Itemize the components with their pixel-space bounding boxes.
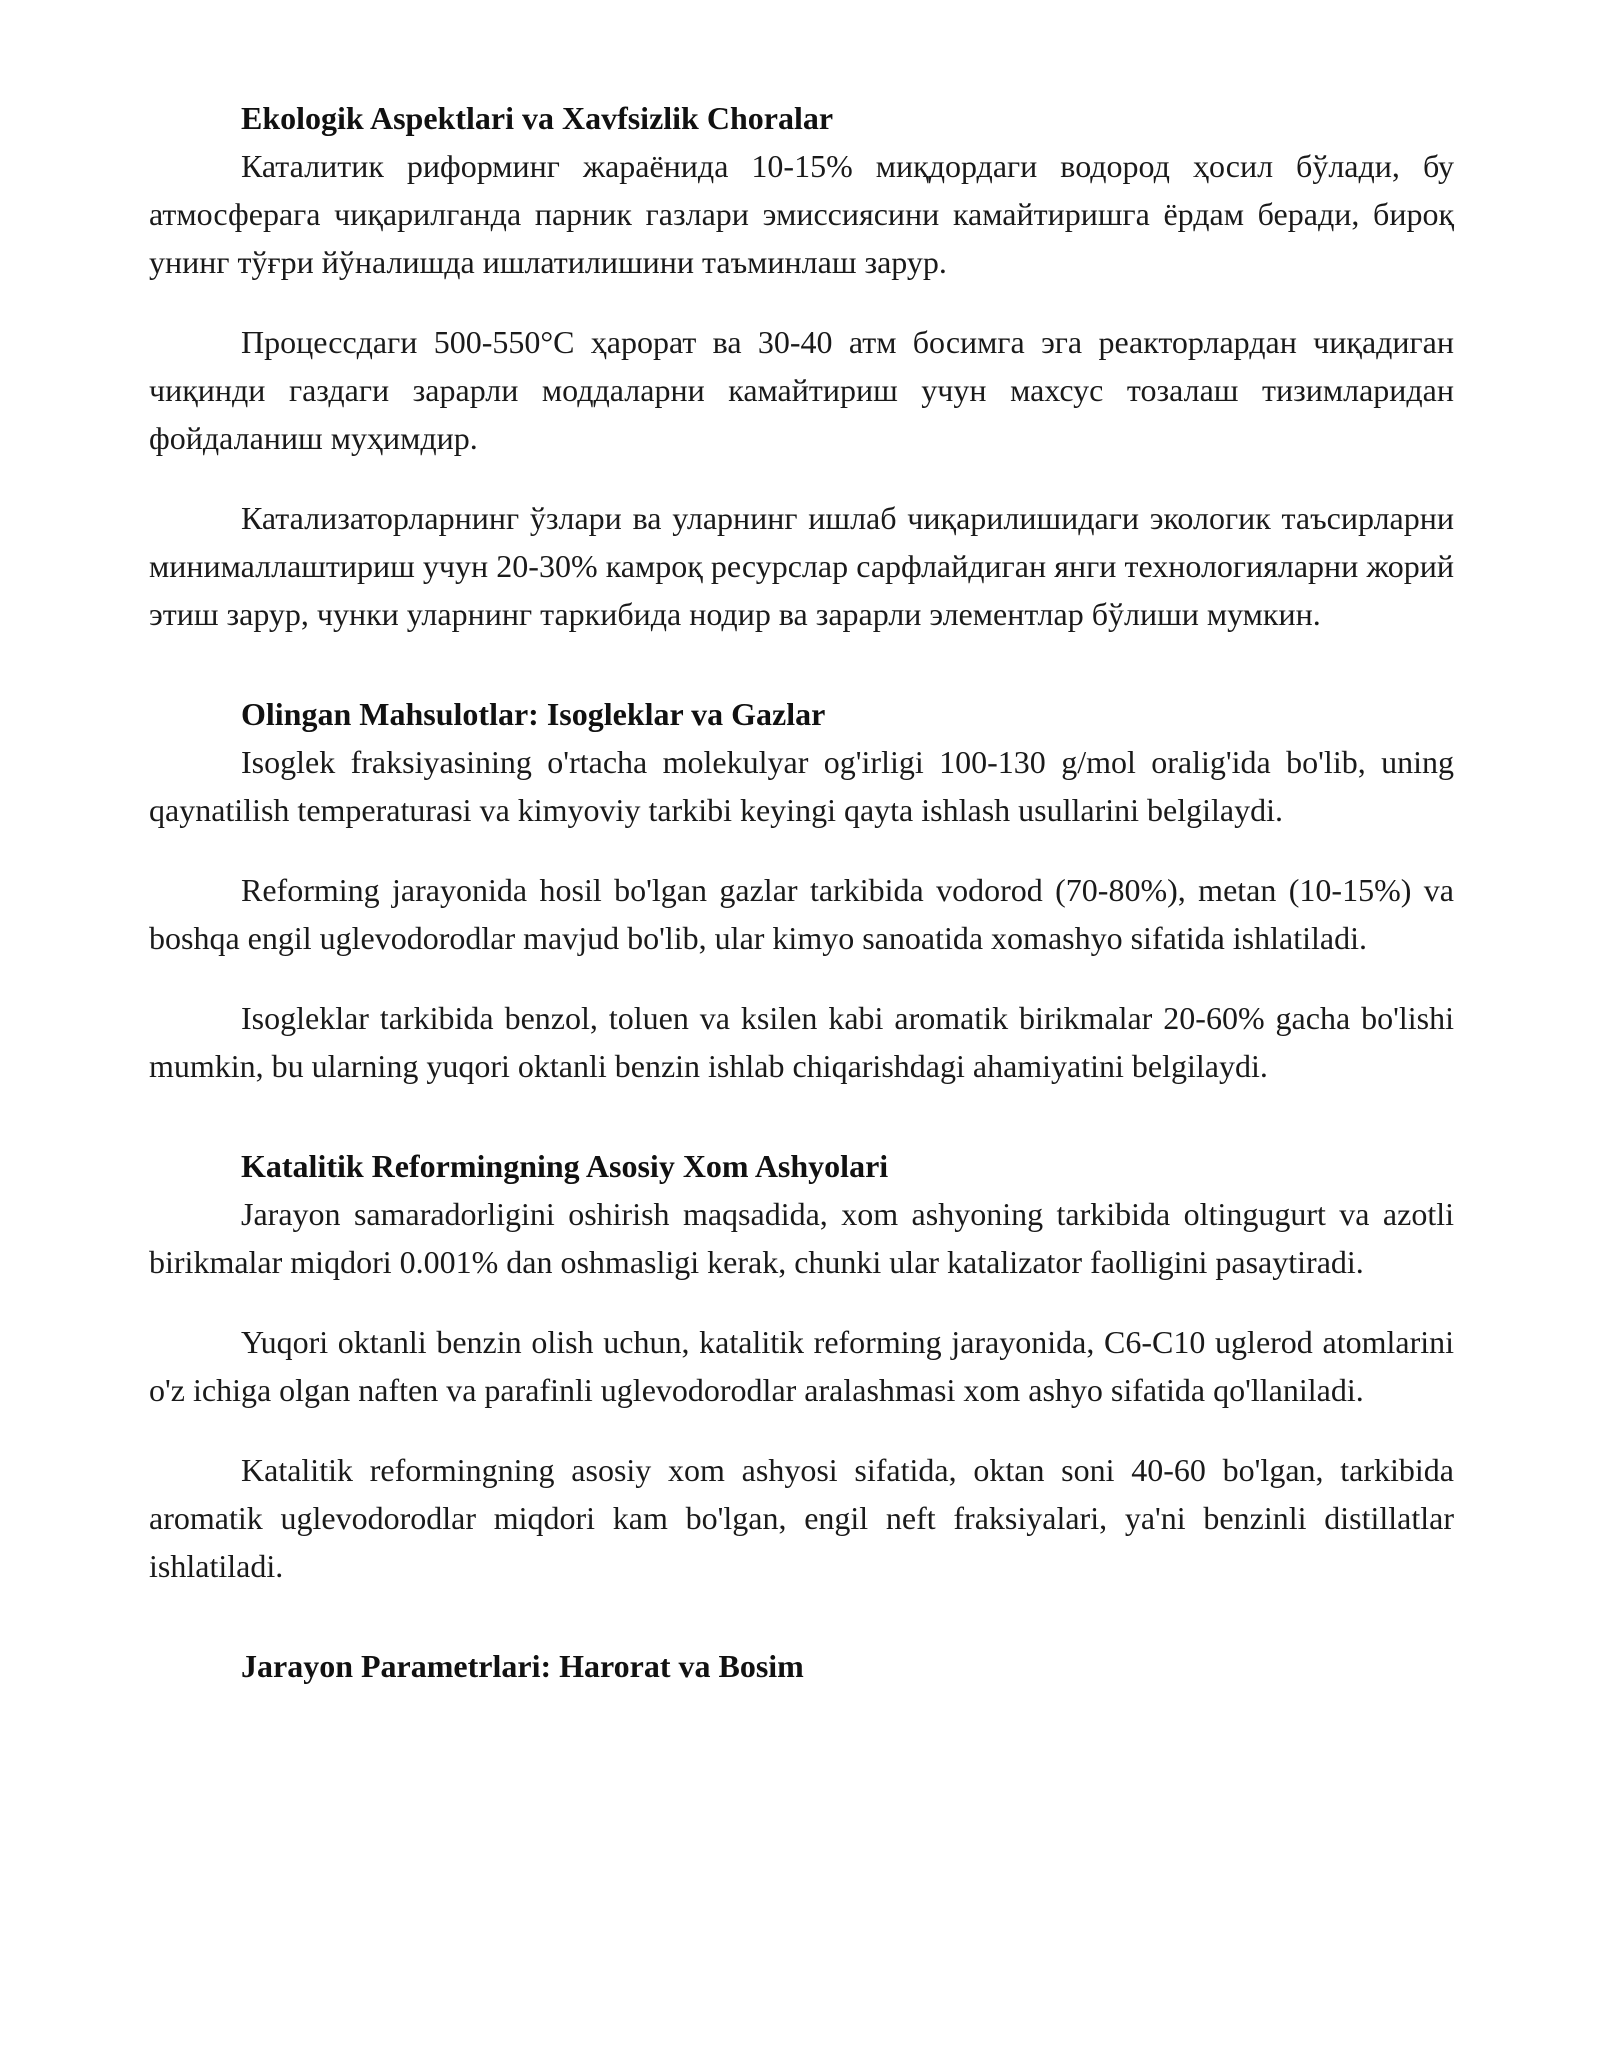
section-heading: Katalitik Reformingning Asosiy Xom Ashyolari (241, 1148, 889, 1184)
paragraph: Jarayon samaradorligini oshirish maqsadida, xom ashyoning tarkibida oltingugurt va azotli birikmalar miqdori 0.001% dan oshmasligi kerak, chunki ular katalizator faolligini pasaytiradi. (149, 1196, 1454, 1280)
section-heading: Jarayon Parametrlari: Harorat va Bosim (241, 1648, 804, 1684)
section-heading: Ekologik Aspektlari va Xavfsizlik Choralar (241, 100, 834, 136)
paragraph: Процессдаги 500-550°C ҳарорат ва 30-40 атм босимга эга реакторлардан чиқадиган чиқинди газдаги зарарли моддаларни камайтириш учун махсус тозалаш тизимларидан фойдаланиш муҳимдир. (149, 324, 1454, 456)
section-raw-materials (149, 1142, 1454, 1590)
paragraph: Isogleklar tarkibida benzol, toluen va ksilen kabi aromatik birikmalar 20-60% gacha bo'lishi mumkin, bu ularning yuqori oktanli benzin ishlab chiqarishdagi ahamiyatini belgilaydi. (149, 1000, 1454, 1084)
section-ecological-aspects (149, 94, 1454, 638)
section-heading: Olingan Mahsulotlar: Isogleklar va Gazlar (241, 696, 826, 732)
paragraph: Каталитик риформинг жараёнида 10-15% миқдордаги водород ҳосил бўлади, бу атмосферага чиқарилганда парник газлари эмиссиясини камайтиришга ёрдам беради, бироқ унинг тўғри йўналишда ишлатилишини таъминлаш зарур. (149, 148, 1454, 280)
section-obtained-products (149, 690, 1454, 1090)
section-process-parameters (149, 1642, 1454, 1690)
paragraph: Катализаторларнинг ўзлари ва уларнинг ишлаб чиқарилишидаги экологик таъсирларни минималлаштириш учун 20-30% камроқ ресурслар сарфлайдиган янги технологияларни жорий этиш зарур, чунки уларнинг таркибида нодир ва зарарли элементлар бўлиши мумкин. (149, 500, 1454, 632)
paragraph: Reforming jarayonida hosil bo'lgan gazlar tarkibida vodorod (70-80%), metan (10-15%) va boshqa engil uglevodorodlar mavjud bo'lib, ular kimyo sanoatida xomashyo sifatida ishlatiladi. (149, 872, 1454, 956)
document-body (149, 94, 1454, 1690)
paragraph: Yuqori oktanli benzin olish uchun, katalitik reforming jarayonida, C6-C10 uglerod atomlarini o'z ichiga olgan naften va parafinli uglevodorodlar aralashmasi xom ashyo sifatida qo'llaniladi. (149, 1324, 1454, 1408)
paragraph: Isoglek fraksiyasining o'rtacha molekulyar og'irligi 100-130 g/mol oralig'ida bo'lib, uning qaynatilish temperaturasi va kimyoviy tarkibi keyingi qayta ishlash usullarini belgilaydi. (149, 744, 1454, 828)
paragraph: Katalitik reformingning asosiy xom ashyosi sifatida, oktan soni 40-60 bo'lgan, tarkibida aromatik uglevodorodlar miqdori kam bo'lgan, engil neft fraksiyalari, ya'ni benzinli distillatlar ishlatiladi. (149, 1452, 1454, 1584)
